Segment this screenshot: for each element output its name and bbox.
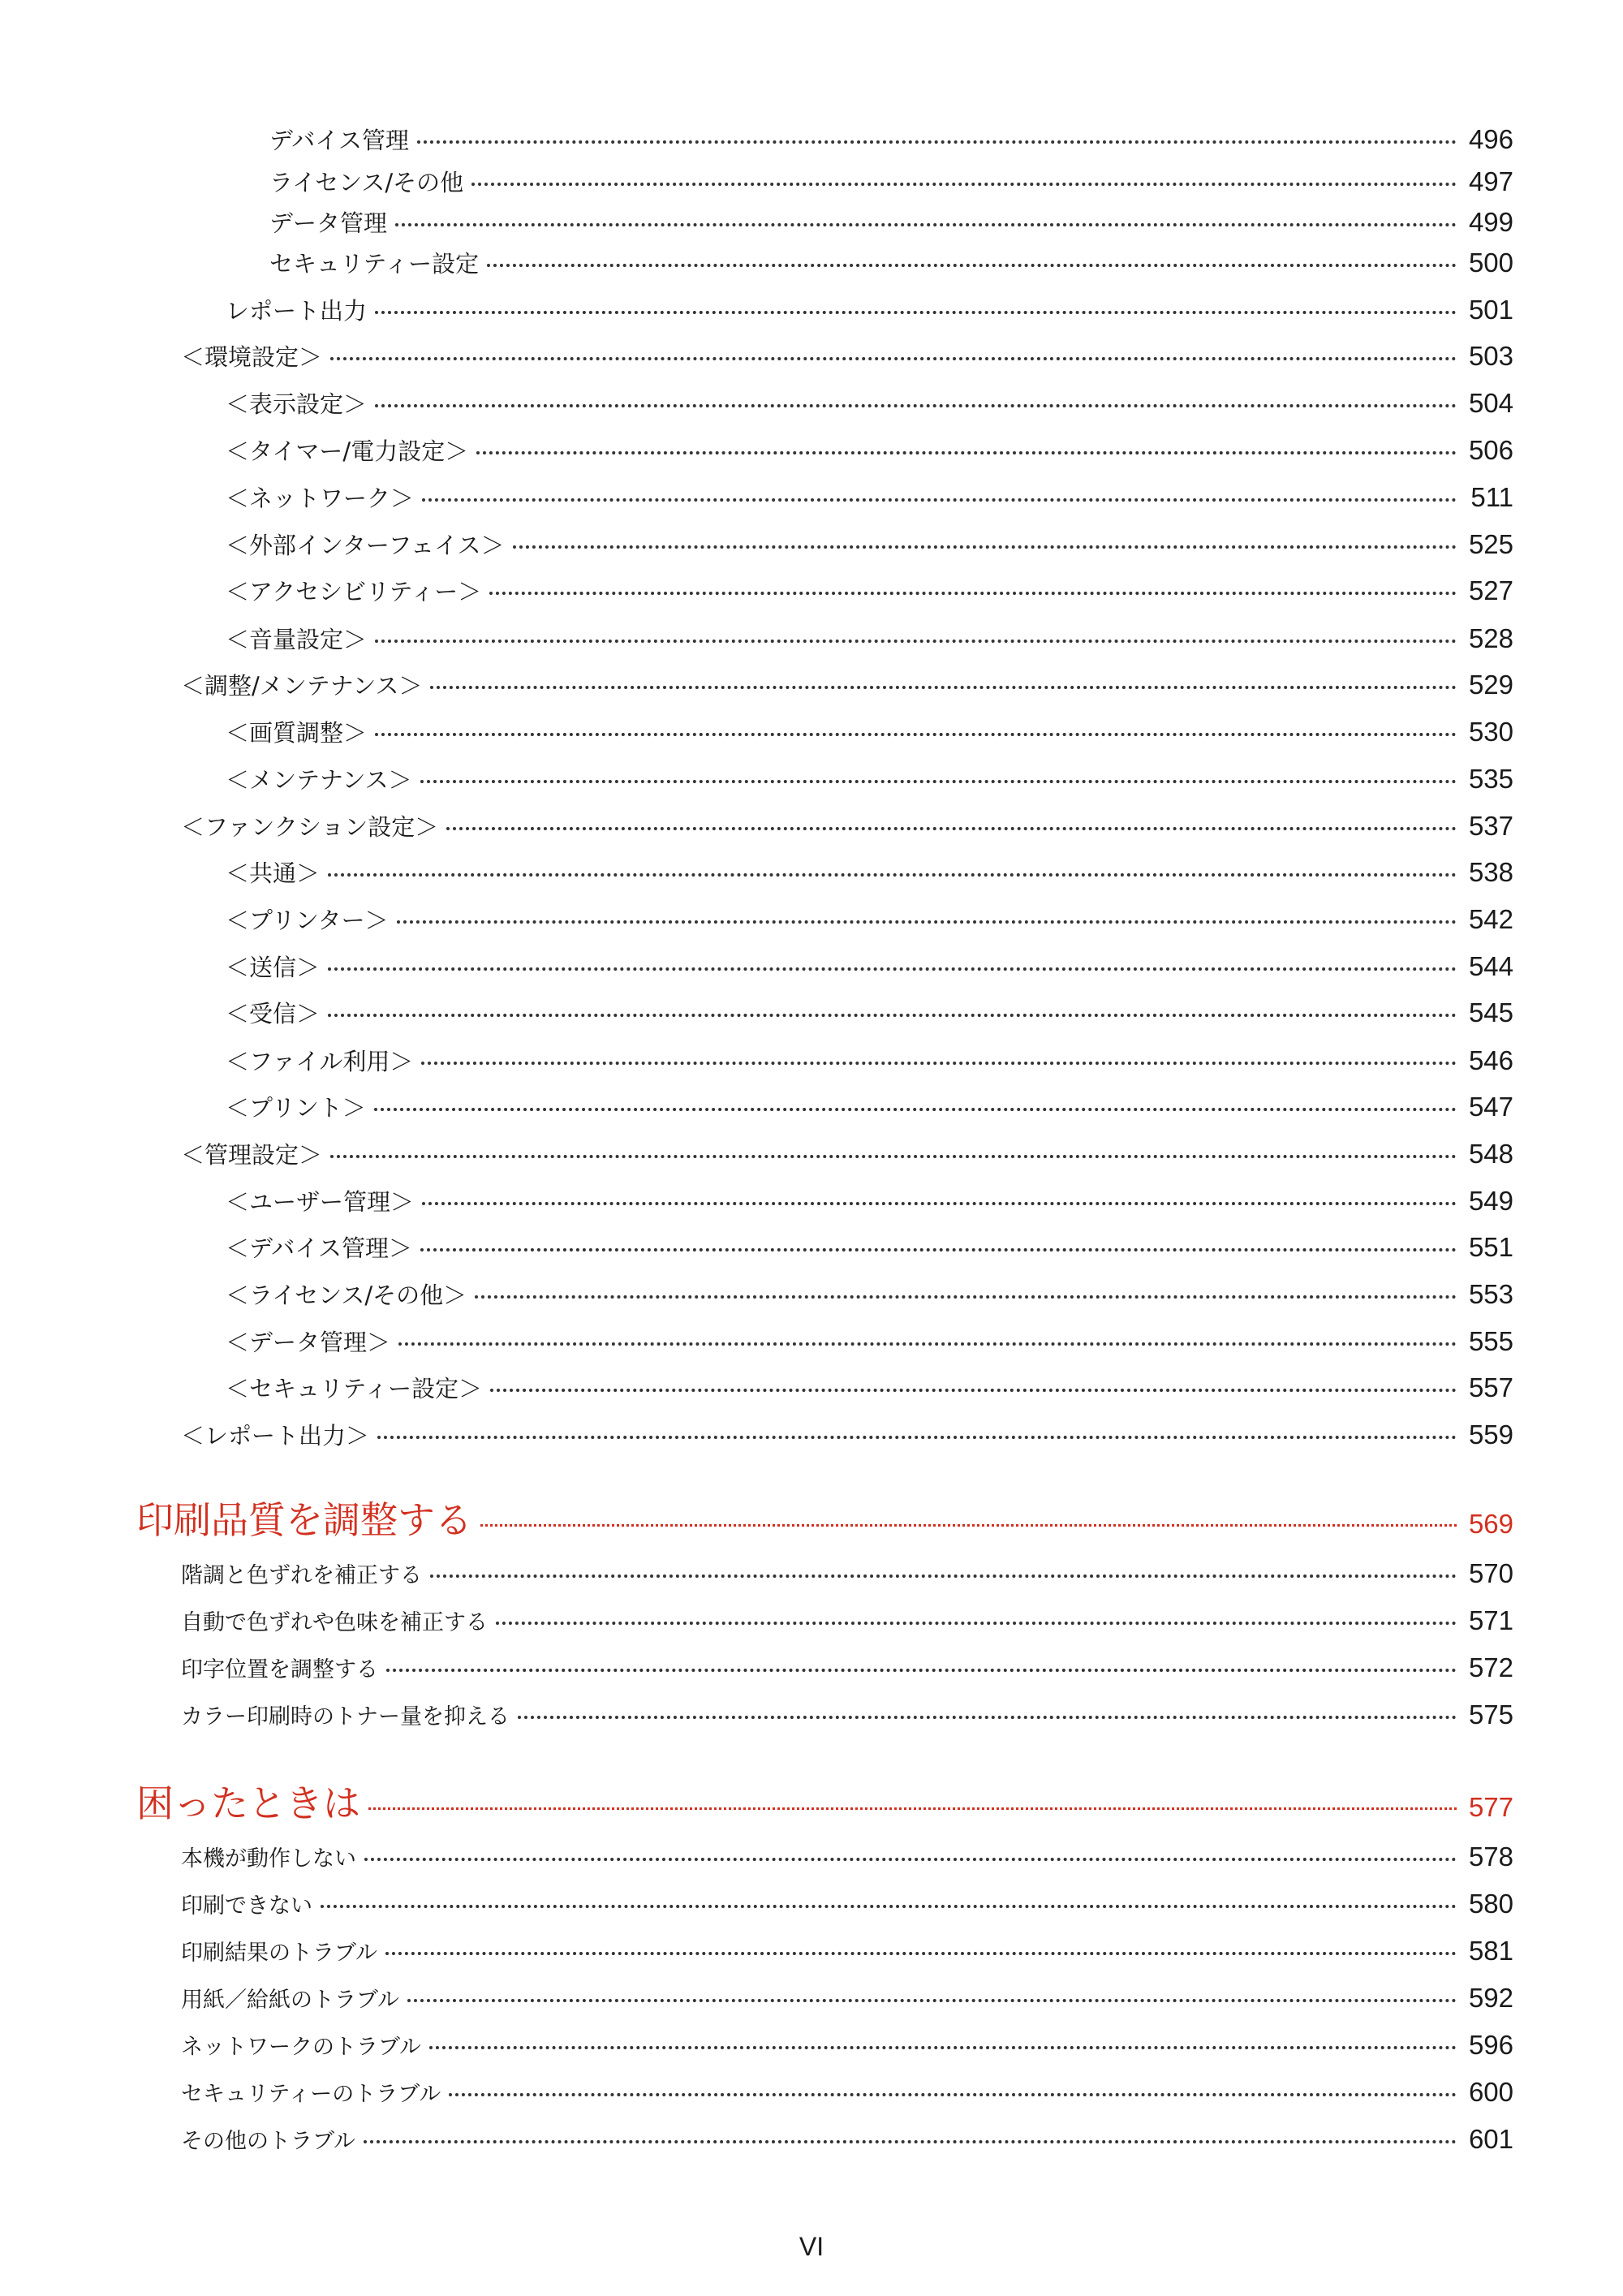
toc-entry-label: ＜デバイス管理＞ xyxy=(226,1234,412,1262)
toc-entry-label: ＜プリンター＞ xyxy=(226,907,389,934)
toc-page-number: 542 xyxy=(1468,904,1513,934)
toc-page-number: 548 xyxy=(1468,1139,1513,1169)
toc-entry[interactable] xyxy=(226,997,1513,1029)
toc-page-number: 553 xyxy=(1468,1279,1513,1309)
toc-page-number: 570 xyxy=(1468,1558,1513,1588)
dot-leader xyxy=(446,827,1457,830)
toc-page-number: 557 xyxy=(1468,1372,1513,1402)
dot-leader xyxy=(328,967,1457,971)
toc-page-number: 581 xyxy=(1468,1936,1513,1966)
toc-entry-label: ＜メンテナンス＞ xyxy=(226,766,412,794)
toc-entry[interactable] xyxy=(269,206,1513,239)
toc-page-number: 497 xyxy=(1468,166,1513,196)
toc-entry-label: ライセンス/その他 xyxy=(269,169,464,196)
toc-page-number: 547 xyxy=(1468,1092,1513,1122)
toc-page-number: 527 xyxy=(1468,575,1513,605)
toc-entry[interactable] xyxy=(226,763,1513,795)
dot-leader xyxy=(328,1014,1457,1017)
toc-entry-label: ＜表示設定＞ xyxy=(226,390,368,418)
toc-entry[interactable] xyxy=(226,1091,1513,1123)
dot-leader xyxy=(385,1952,1457,1955)
toc-entry-label: 自動で色ずれや色味を補正する xyxy=(181,1610,488,1635)
toc-page-number: 572 xyxy=(1468,1652,1513,1682)
toc-entry[interactable] xyxy=(181,1419,1513,1451)
toc-entry[interactable] xyxy=(181,2123,1513,2156)
dot-leader xyxy=(377,1436,1457,1439)
toc-entry[interactable] xyxy=(181,1841,1513,1873)
toc-entry[interactable] xyxy=(226,294,1513,326)
toc-entry-label: データ管理 xyxy=(269,209,388,237)
toc-entry-label: ＜送信＞ xyxy=(226,954,321,981)
dot-leader xyxy=(395,223,1457,226)
toc-entry-label: ＜レポート出力＞ xyxy=(181,1422,370,1450)
dot-leader xyxy=(368,1807,1457,1810)
toc-entry-label: ＜調整/メンテナンス＞ xyxy=(181,672,423,700)
toc-page-number: 530 xyxy=(1468,717,1513,747)
toc-entry-label: デバイス管理 xyxy=(269,127,409,154)
toc-entry-label: 印刷できない xyxy=(181,1893,312,1919)
toc-entry[interactable] xyxy=(226,856,1513,889)
dot-leader xyxy=(328,873,1457,877)
toc-entry-label: ＜タイマー/電力設定＞ xyxy=(226,437,469,465)
toc-page-number: 501 xyxy=(1468,295,1513,325)
toc-entry[interactable] xyxy=(181,1605,1513,1637)
toc-entry[interactable] xyxy=(181,1935,1513,1967)
toc-entry-label: ＜セキュリティー設定＞ xyxy=(226,1375,483,1402)
toc-entry[interactable] xyxy=(181,340,1513,373)
dot-leader xyxy=(422,498,1457,502)
dot-leader xyxy=(487,264,1457,267)
toc-chapter-entry[interactable] xyxy=(136,1779,1513,1828)
toc-page-number: 500 xyxy=(1468,248,1513,278)
toc-page-number: 535 xyxy=(1468,764,1513,794)
toc-entry[interactable] xyxy=(226,903,1513,936)
dot-leader xyxy=(475,1295,1457,1299)
dot-leader xyxy=(480,1524,1457,1527)
dot-leader xyxy=(429,2046,1457,2049)
toc-entry[interactable] xyxy=(181,2029,1513,2061)
toc-entry[interactable] xyxy=(181,1888,1513,1920)
dot-leader xyxy=(397,920,1457,924)
dot-leader xyxy=(407,1999,1457,2002)
toc-page-number: 596 xyxy=(1468,2030,1513,2060)
toc-page-number: 499 xyxy=(1468,207,1513,237)
toc-page-number: 504 xyxy=(1468,388,1513,418)
toc-entry-label: 印刷結果のトラブル xyxy=(181,1941,377,1966)
toc-entry[interactable] xyxy=(226,1045,1513,1077)
dot-leader xyxy=(496,1622,1457,1625)
dot-leader xyxy=(330,357,1457,360)
toc-entry[interactable] xyxy=(226,1185,1513,1217)
dot-leader xyxy=(471,183,1457,186)
toc-entry-label: ＜ライセンス/その他＞ xyxy=(226,1282,467,1309)
toc-entry-label: 用紙／給紙のトラブル xyxy=(181,1988,399,2013)
toc-entry[interactable] xyxy=(226,434,1513,467)
toc-chapter-entry[interactable] xyxy=(136,1496,1513,1544)
toc-page-number: 575 xyxy=(1468,1699,1513,1730)
toc-entry-label: 本機が動作しない xyxy=(181,1846,356,1872)
dot-leader xyxy=(476,451,1457,454)
toc-page-number: 551 xyxy=(1468,1232,1513,1262)
toc-entry[interactable] xyxy=(226,528,1513,561)
toc-entry-label: 印刷品質を調整する xyxy=(136,1498,472,1542)
dot-leader xyxy=(421,1062,1457,1065)
toc-entry[interactable] xyxy=(269,166,1513,198)
toc-page-number: 571 xyxy=(1468,1605,1513,1635)
toc-entry[interactable] xyxy=(226,1231,1513,1264)
toc-page-number: 544 xyxy=(1468,951,1513,981)
toc-entry[interactable] xyxy=(181,2076,1513,2109)
toc-page-number: 600 xyxy=(1468,2077,1513,2107)
toc-page-number: 525 xyxy=(1468,529,1513,559)
toc-entry[interactable] xyxy=(226,622,1513,655)
toc-entry[interactable] xyxy=(269,123,1513,156)
toc-page-number: 496 xyxy=(1468,124,1513,154)
toc-page-number: 511 xyxy=(1470,482,1513,512)
dot-leader xyxy=(420,780,1457,783)
dot-leader xyxy=(489,592,1457,595)
toc-entry-label: ＜受信＞ xyxy=(226,1000,321,1027)
toc-entry[interactable] xyxy=(181,810,1513,842)
toc-entry[interactable] xyxy=(181,1652,1513,1684)
dot-leader xyxy=(449,2093,1457,2096)
toc-entry-label: セキュリティー設定 xyxy=(269,250,480,278)
toc-entry[interactable] xyxy=(226,575,1513,607)
dot-leader xyxy=(321,1905,1457,1908)
dot-leader xyxy=(513,545,1457,549)
toc-entry-label: ＜共通＞ xyxy=(226,859,321,887)
toc-entry-label: ＜データ管理＞ xyxy=(226,1329,391,1356)
toc-page-number: 537 xyxy=(1468,811,1513,841)
toc-entry-label: 印字位置を調整する xyxy=(181,1657,378,1682)
dot-leader xyxy=(375,733,1457,736)
toc-page-number: 592 xyxy=(1468,1983,1513,2013)
toc-entry-label: カラー印刷時のトナー量を抑える xyxy=(181,1704,510,1730)
toc-entry-label: ＜ユーザー管理＞ xyxy=(226,1188,415,1216)
toc-page-number: 578 xyxy=(1468,1842,1513,1872)
toc-page-number: 549 xyxy=(1468,1186,1513,1216)
dot-leader xyxy=(422,1202,1457,1205)
dot-leader xyxy=(518,1716,1457,1719)
toc-page-number: 546 xyxy=(1468,1045,1513,1075)
dot-leader xyxy=(375,640,1457,643)
toc-entry-label: ＜アクセシビリティー＞ xyxy=(226,578,482,605)
toc-page-number: 503 xyxy=(1468,341,1513,371)
toc-entry-label: レポート出力 xyxy=(226,297,368,325)
dot-leader xyxy=(364,1858,1457,1861)
toc-page-number: 559 xyxy=(1468,1419,1513,1450)
toc-entry[interactable] xyxy=(226,716,1513,748)
toc-entry-label: ＜外部インターフェイス＞ xyxy=(226,532,505,559)
toc-entry-label: 困ったときは xyxy=(136,1781,360,1825)
toc-entry[interactable] xyxy=(226,1372,1513,1404)
page-number: VI xyxy=(799,2232,824,2261)
toc-page-number: 529 xyxy=(1468,670,1513,700)
toc-page-number: 528 xyxy=(1468,623,1513,653)
toc-entry-label: ＜画質調整＞ xyxy=(226,719,368,747)
dot-leader xyxy=(420,1248,1457,1251)
toc-entry-label: ＜ファンクション設定＞ xyxy=(181,813,439,841)
dot-leader xyxy=(490,1389,1457,1392)
toc-entry[interactable] xyxy=(269,247,1513,279)
toc-entry[interactable] xyxy=(226,481,1513,514)
toc-entry-label: ＜ネットワーク＞ xyxy=(226,485,415,512)
toc-entry[interactable] xyxy=(226,1325,1513,1358)
dot-leader xyxy=(430,686,1457,689)
dot-leader xyxy=(330,1155,1457,1158)
toc-entry-label: ネットワークのトラブル xyxy=(181,2035,421,2060)
dot-leader xyxy=(375,404,1457,407)
toc-entry-label: セキュリティーのトラブル xyxy=(181,2082,441,2107)
toc-entry[interactable] xyxy=(226,387,1513,420)
toc-page-number: 601 xyxy=(1468,2124,1513,2154)
toc-entry-label: ＜音量設定＞ xyxy=(226,626,368,653)
toc-page-number: 569 xyxy=(1468,1509,1513,1539)
toc-page-number: 545 xyxy=(1468,997,1513,1027)
dot-leader xyxy=(430,1574,1457,1578)
toc-entry[interactable] xyxy=(226,950,1513,983)
toc-entry[interactable] xyxy=(181,1557,1513,1590)
toc-page-number: 506 xyxy=(1468,435,1513,465)
toc-entry-label: 階調と色ずれを補正する xyxy=(181,1563,422,1588)
dot-leader xyxy=(374,1108,1457,1111)
dot-leader xyxy=(417,140,1457,144)
toc-entry-label: ＜管理設定＞ xyxy=(181,1141,323,1169)
toc-page-number: 538 xyxy=(1468,857,1513,887)
toc-entry-label: ＜環境設定＞ xyxy=(181,343,323,371)
toc-entry[interactable] xyxy=(181,1982,1513,2014)
dot-leader xyxy=(375,311,1457,314)
toc-entry[interactable] xyxy=(181,1138,1513,1170)
toc-page-number: 555 xyxy=(1468,1326,1513,1356)
toc-entry-label: ＜プリント＞ xyxy=(226,1094,366,1122)
toc-entry[interactable] xyxy=(226,1278,1513,1311)
toc-page-number: 580 xyxy=(1468,1889,1513,1919)
toc-entry-label: ＜ファイル利用＞ xyxy=(226,1048,414,1075)
toc-page-number: 577 xyxy=(1468,1792,1513,1822)
toc-entry[interactable] xyxy=(181,1699,1513,1731)
dot-leader xyxy=(364,2140,1457,2143)
toc-entry[interactable] xyxy=(181,669,1513,701)
dot-leader xyxy=(398,1342,1457,1346)
dot-leader xyxy=(386,1669,1457,1672)
toc-entry-label: その他のトラブル xyxy=(181,2129,355,2154)
